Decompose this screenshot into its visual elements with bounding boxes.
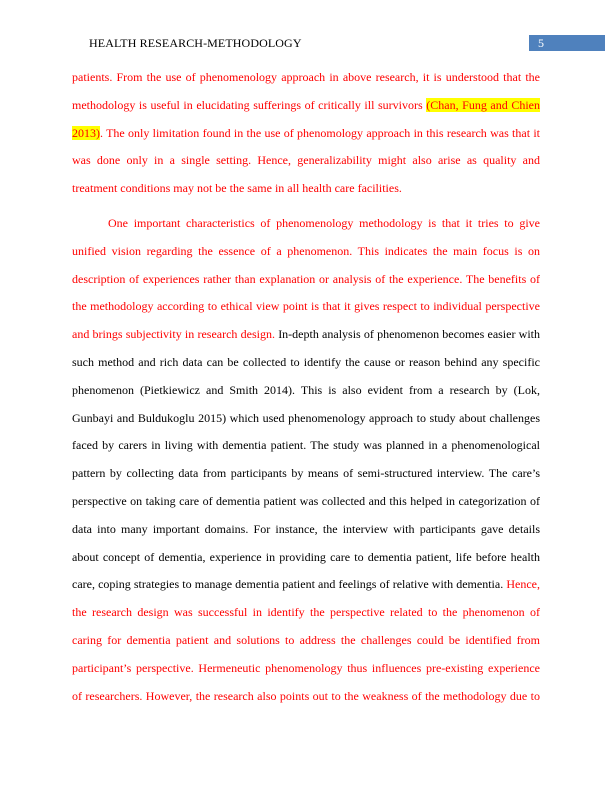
text-line	[72, 627, 540, 655]
text-line	[72, 405, 540, 433]
text-segment: One important characteristics of phenomenology methodology is that it tries to give	[108, 215, 540, 230]
text-line	[72, 238, 540, 266]
text-line	[72, 655, 540, 683]
text-line	[72, 683, 540, 711]
text-line	[72, 516, 540, 544]
text-line	[72, 544, 540, 572]
text-segment: description of experiences rather than explanation or analysis of the experience. The benefits of	[72, 271, 540, 286]
text-line	[72, 432, 540, 460]
text-line	[72, 377, 540, 405]
text-segment: and brings subjectivity in research design.	[72, 327, 275, 342]
text-segment: methodology is useful in elucidating sufferings of critically ill survivors	[72, 97, 427, 112]
text-line	[72, 120, 540, 148]
text-segment: pattern by collecting data from participants by means of semi-structured interview. The care’s	[72, 466, 540, 481]
text-segment: caring for dementia patient and solutions to address the challenges could be identified from	[72, 632, 540, 647]
text-line	[72, 321, 540, 349]
text-segment: Gunbayi and Buldukoglu 2015) which used phenomenology approach to study about challenges	[72, 410, 540, 425]
text-segment: In-depth analysis of phenomenon becomes easier with	[274, 327, 541, 342]
text-line	[72, 488, 540, 516]
text-line	[72, 64, 540, 92]
text-line	[72, 210, 540, 238]
text-segment: patients. From the use of phenomenology approach in above research, it is understood that the	[72, 70, 540, 84]
text-segment: unified vision regarding the essence of a phenomenon. This indicates the main focus is on	[72, 243, 540, 258]
text-segment: the research design was successful in identify the perspective related to the phenomenon of	[72, 605, 540, 620]
text-line	[72, 571, 540, 599]
text-segment: of researchers. However, the research also points out to the weakness of the methodology due to	[72, 688, 540, 703]
text-segment: data into many important domains. For instance, the interview with participants gave details	[72, 521, 540, 536]
text-segment: perspective on taking care of dementia patient was collected and this helped in categorization of	[72, 493, 540, 508]
page-number-badge	[529, 35, 605, 51]
text-line	[72, 92, 540, 120]
body-text	[72, 64, 540, 710]
text-segment: . The only limitation found in the use of phenomology approach in this research was that it	[100, 125, 540, 140]
text-segment: participant’s perspective. Hermeneutic phenomenology thus influences pre-existing experience	[72, 660, 540, 675]
running-header-title: HEALTH RESEARCH-METHODOLOGY	[89, 36, 302, 50]
text-segment: such method and rich data can be collected to identify the cause or reason behind any specific	[72, 354, 540, 369]
page-number: 5	[538, 36, 544, 50]
text-segment: phenomenon (Pietkiewicz and Smith 2014). This is also evident from a research by (Lok,	[72, 382, 540, 397]
text-segment: care, coping strategies to manage dementia patient and feelings of relative with dementia.	[72, 577, 504, 592]
text-segment: the methodology according to ethical view point is that it gives respect to individual perspective	[72, 299, 540, 314]
text-line	[72, 266, 540, 294]
text-segment: Hence,	[503, 577, 540, 592]
text-segment: faced by carers in living with dementia patient. The study was planned in a phenomenological	[72, 438, 540, 453]
text-line	[72, 293, 540, 321]
text-line	[72, 599, 540, 627]
text-line	[72, 175, 540, 203]
text-segment: treatment conditions may not be the same in all health care facilities.	[72, 181, 402, 196]
highlighted-citation: (Chan, Fung and Chien	[426, 97, 540, 112]
text-segment: was done only in a single setting. Hence, generalizability might also arise as quality and	[72, 153, 540, 168]
text-line	[72, 460, 540, 488]
text-line	[72, 349, 540, 377]
highlighted-citation: 2013)	[72, 125, 100, 140]
text-line	[72, 147, 540, 175]
text-segment: about concept of dementia, experience in providing care to dementia patient, life before health	[72, 549, 540, 564]
